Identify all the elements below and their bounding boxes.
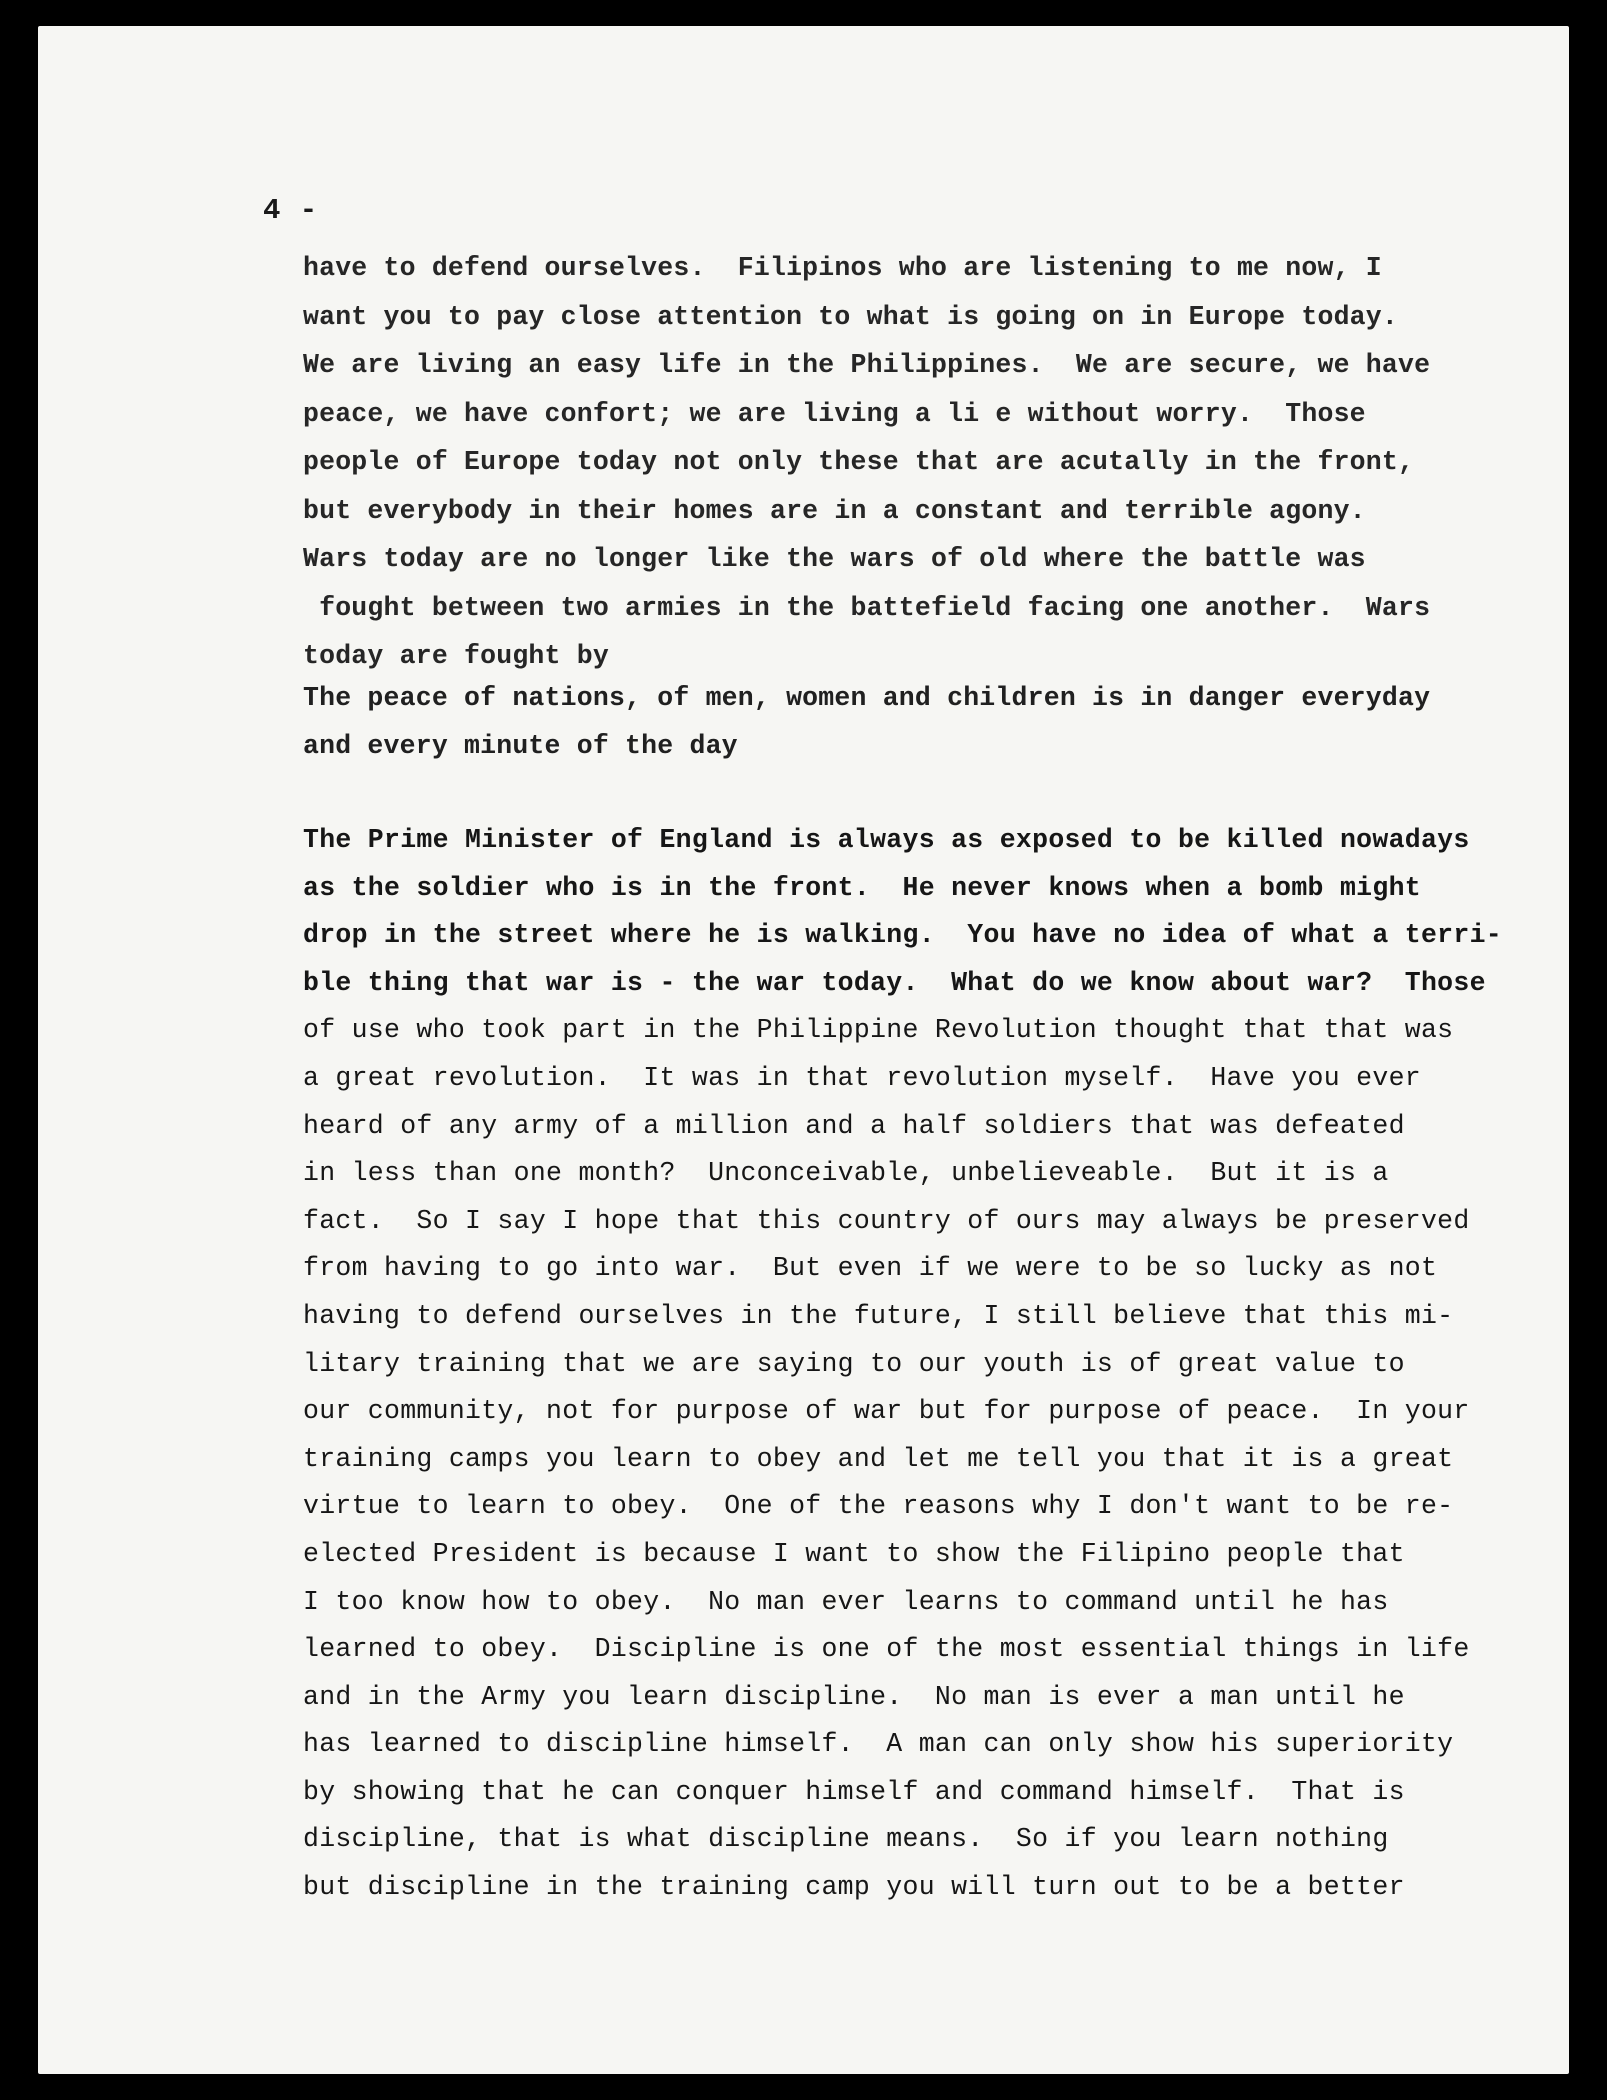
text-line: want you to pay close attention to what is going on in Europe today.: [303, 301, 1398, 332]
text-line: as the soldier who is in the front. He never knows when a bomb might: [303, 872, 1421, 903]
text-line: and every minute of the day: [303, 731, 738, 761]
text-line: a great revolution. It was in that revolution myself. Have you ever: [303, 1062, 1421, 1093]
text-line: fought between two armies in the battefield facing one another. Wars: [303, 592, 1431, 623]
text-line: drop in the street where he is walking. You have no idea of what a terri-: [303, 920, 1502, 951]
document-page: [38, 26, 1569, 2074]
text-line: from having to go into war. But even if we were to be so lucky as not: [303, 1253, 1438, 1284]
paragraph-3: [303, 817, 1502, 1912]
text-line: The Prime Minister of England is always as exposed to be killed nowadays: [303, 825, 1470, 855]
text-line: peace, we have confort; we are living a li e without worry. Those: [303, 398, 1366, 429]
text-line: and in the Army you learn discipline. No man is ever a man until he: [303, 1681, 1405, 1712]
text-line: discipline, that is what discipline means. So if you learn nothing: [303, 1824, 1389, 1855]
text-line: I too know how to obey. No man ever learns to command until he has: [303, 1586, 1389, 1617]
text-line: virtue to learn to obey. One of the reasons why I don't want to be re-: [303, 1491, 1454, 1522]
page-number: 4 -: [263, 194, 319, 227]
text-line: We are living an easy life in the Philippines. We are secure, we have: [303, 350, 1431, 380]
text-line: our community, not for purpose of war but for purpose of peace. In your: [303, 1396, 1470, 1427]
text-line: The peace of nations, of men, women and children is in danger everyday: [303, 683, 1431, 713]
text-line: having to defend ourselves in the future, I still believe that this mi-: [303, 1300, 1454, 1331]
text-line: training camps you learn to obey and let me tell you that it is a great: [303, 1443, 1454, 1474]
text-line: elected President is because I want to show the Filipino people that: [303, 1538, 1405, 1569]
text-line: learned to obey. Discipline is one of the most essential things in life: [303, 1634, 1470, 1665]
text-line: people of Europe today not only these that are acutally in the front,: [303, 447, 1415, 477]
text-line: of use who took part in the Philippine Revolution thought that that was: [303, 1015, 1454, 1046]
text-line: have to defend ourselves. Filipinos who are listening to me now, I: [303, 253, 1382, 283]
text-line: today are fought by: [303, 641, 609, 671]
text-line: but everybody in their homes are in a constant and terrible agony.: [303, 495, 1366, 526]
text-line: but discipline in the training camp you will turn out to be a better: [303, 1872, 1405, 1903]
text-line: fact. So I say I hope that this country of ours may always be preserved: [303, 1205, 1470, 1236]
text-line: heard of any army of a million and a half soldiers that was defeated: [303, 1110, 1405, 1141]
text-line: has learned to discipline himself. A man can only show his superiority: [303, 1729, 1454, 1760]
text-line: ble thing that war is - the war today. What do we know about war? Those: [303, 967, 1486, 998]
paragraph-2: [303, 674, 1430, 770]
paragraph-1: [303, 244, 1430, 681]
text-line: in less than one month? Unconceivable, unbelieveable. But it is a: [303, 1158, 1389, 1189]
text-line: litary training that we are saying to our youth is of great value to: [303, 1348, 1405, 1379]
text-line: by showing that he can conquer himself and command himself. That is: [303, 1776, 1405, 1807]
text-line: Wars today are no longer like the wars of old where the battle was: [303, 544, 1366, 574]
